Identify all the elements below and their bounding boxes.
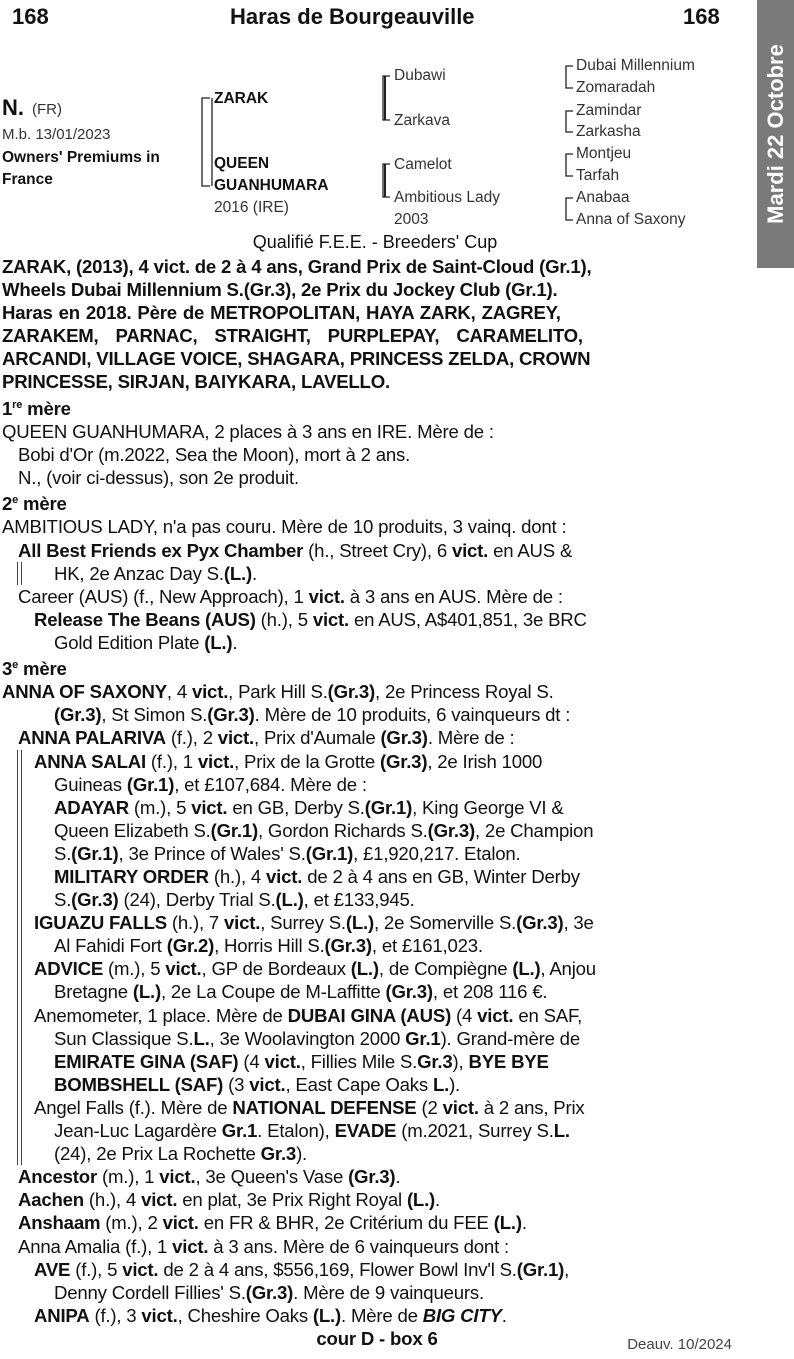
farm-title: Haras de Bourgeauville bbox=[230, 4, 475, 29]
third-dam-line-22: Ancestor (m.), 1 vict., 3e Queen's Vase (Gr.3). bbox=[18, 1166, 401, 1188]
qualification: Qualifié F.E.E. - Breeders' Cup bbox=[252, 232, 498, 252]
horse-origin: (FR) bbox=[32, 101, 62, 118]
third-dam-line-18: BOMBSHELL (SAF) (3 vict., East Cape Oaks L.). bbox=[54, 1073, 461, 1095]
third-dam-line-28: ANIPA (f.), 3 vict., Cheshire Oaks (L.). Mère de BIG CITY. bbox=[34, 1304, 507, 1326]
third-dam-line-6: ADAYAR (m.), 5 vict. en GB, Derby S.(Gr.1), King George VI & bbox=[54, 796, 564, 818]
second-dam-heading: 2e mère bbox=[2, 493, 67, 515]
sire: ZARAK bbox=[214, 90, 269, 107]
dam-dam: Ambitious Lady bbox=[394, 189, 500, 206]
sire-note-1: ZARAK, (2013), 4 vict. de 2 à 4 ans, Grand Prix de Saint-Cloud (Gr.1), bbox=[2, 256, 592, 277]
third-dam-line-11: IGUAZU FALLS (h.), 7 vict., Surrey S.(L.), 2e Somerville S.(Gr.3), 3e bbox=[34, 912, 594, 934]
dam-year: 2016 (IRE) bbox=[214, 199, 289, 216]
sss: Dubai Millennium bbox=[576, 57, 695, 74]
third-dam-line-27: Denny Cordell Fillies' S.(Gr.3). Mère de 9 vainqueurs. bbox=[54, 1281, 484, 1303]
first-dam-line-3: N., (voir ci-dessus), son 2e produit. bbox=[18, 467, 299, 489]
dam-sire: Camelot bbox=[394, 156, 452, 173]
ssd: Zomaradah bbox=[576, 79, 656, 96]
third-dam-line-3: ANNA PALARIVA (f.), 2 vict., Prix d'Aumale (Gr.3). Mère de : bbox=[18, 727, 515, 749]
third-dam-line-26: AVE (f.), 5 vict. de 2 à 4 ans, $556,169, Flower Bowl Inv'l S.(Gr.1), bbox=[34, 1258, 570, 1280]
pedigree-lines bbox=[0, 0, 794, 240]
dsd: Tarfah bbox=[576, 167, 620, 184]
second-dam-line-1: AMBITIOUS LADY, n'a pas couru. Mère de 10 produits, 3 vainq. dont : bbox=[2, 516, 567, 538]
dss: Montjeu bbox=[576, 145, 632, 162]
ddd: Anna of Saxony bbox=[576, 211, 686, 228]
horse-name: N. bbox=[2, 95, 24, 120]
second-dam-line-4: Career (AUS) (f., New Approach), 1 vict. à 3 ans en AUS. Mère de : bbox=[18, 585, 563, 607]
sire-note-6: PRINCESSE, SIRJAN, BAIYKARA, LAVELLO. bbox=[2, 371, 390, 393]
sds: Zamindar bbox=[576, 102, 642, 119]
palariva-block bbox=[2, 750, 752, 1166]
sire-note-3: Haras en 2018. Père de METROPOLITAN, HAYA ZARK, ZAGREY, bbox=[2, 302, 561, 324]
third-dam-line-9: MILITARY ORDER (h.), 4 vict. de 2 à 4 ans en GB, Winter Derby bbox=[54, 866, 580, 887]
third-dam-line-7: Queen Elizabeth S.(Gr.1), Gordon Richards S.(Gr.3), 2e Champion bbox=[54, 819, 594, 841]
bracket-gen1 bbox=[202, 98, 210, 186]
dam-line-1: QUEEN bbox=[214, 155, 270, 172]
dds: Anabaa bbox=[576, 189, 630, 206]
third-dam-line-23: Aachen (h.), 4 vict. en plat, 3e Prix Right Royal (L.). bbox=[18, 1189, 441, 1211]
third-dam-line-25: Anna Amalia (f.), 1 vict. à 3 ans. Mère de 6 vainqueurs dont : bbox=[18, 1235, 509, 1257]
third-dam-line-4: ANNA SALAI (f.), 1 vict., Prix de la Grotte (Gr.3), 2e Irish 1000 bbox=[34, 750, 543, 772]
third-dam-line-1: ANNA OF SAXONY, 4 vict., Park Hill S.(Gr.3), 2e Princess Royal S. bbox=[2, 681, 554, 703]
third-dam-line-19: Angel Falls (f.). Mère de NATIONAL DEFENSE (2 vict. à 2 ans, Prix bbox=[34, 1096, 585, 1118]
sire-note-2: Wheels Dubai Millennium S.(Gr.3), 2e Prix du Jockey Club (Gr.1). bbox=[2, 279, 558, 301]
third-dam-line-21: (24), 2e Prix La Rochette Gr.3). bbox=[54, 1143, 308, 1165]
first-dam-line-1: QUEEN GUANHUMARA, 2 places à 3 ans en IRE. Mère de : bbox=[2, 420, 494, 442]
third-dam-line-13: ADVICE (m.), 5 vict., GP de Bordeaux (L.), de Compiègne (L.), Anjou bbox=[34, 958, 596, 980]
sire-note-5: ARCANDI, VILLAGE VOICE, SHAGARA, PRINCESS ZELDA, CROWN bbox=[2, 348, 591, 370]
footer: Deauv. 10/2024 bbox=[627, 1336, 732, 1353]
third-dam-line-16: Sun Classique S.L., 3e Woolavington 2000 Gr.1). Grand-mère de bbox=[54, 1027, 580, 1049]
third-dam-line-2: (Gr.3), St Simon S.(Gr.3). Mère de 10 produits, 6 vainqueurs dt : bbox=[54, 704, 571, 726]
first-dam-heading: 1re mère bbox=[2, 397, 71, 419]
sdd: Zarkasha bbox=[576, 123, 641, 140]
third-dam-line-17: EMIRATE GINA (SAF) (4 vict., Fillies Mile S.Gr.3), BYE BYE bbox=[54, 1050, 549, 1072]
premium-line-2: France bbox=[2, 171, 53, 188]
sire-dam: Zarkava bbox=[394, 112, 450, 129]
third-dam-line-20: Jean-Luc Lagardère Gr.1. Etalon), EVADE (m.2021, Surrey S.L. bbox=[54, 1120, 570, 1142]
second-dam-line-6: Gold Edition Plate (L.). bbox=[54, 631, 238, 653]
third-dam-line-12: Al Fahidi Fort (Gr.2), Horris Hill S.(Gr.3), et £161,023. bbox=[54, 935, 483, 957]
catalogue-body bbox=[2, 255, 752, 1350]
sire-sire: Dubawi bbox=[394, 67, 446, 84]
second-dam-line-5: Release The Beans (AUS) (h.), 5 vict. en AUS, A$401,851, 3e BRC bbox=[34, 608, 587, 630]
location: cour D - box 6 bbox=[316, 1327, 438, 1349]
third-dam-line-10: S.(Gr.3) (24), Derby Trial S.(L.), et £133,945. bbox=[54, 889, 415, 911]
third-dam-line-8: S.(Gr.1), 3e Prince of Wales' S.(Gr.1), £1,920,217. Etalon. bbox=[54, 842, 521, 864]
second-dam-line-3: HK, 2e Anzac Day S.(L.). bbox=[2, 562, 752, 585]
date-tab-label: Mardi 22 Octobre bbox=[762, 44, 788, 224]
dam-line-2: GUANHUMARA bbox=[214, 177, 329, 194]
first-dam-line-2: Bobi d'Or (m.2022, Sea the Moon), mort à 2 ans. bbox=[18, 443, 411, 465]
premium-line-1: Owners' Premiums in bbox=[2, 149, 160, 166]
horse-birth: M.b. 13/01/2023 bbox=[2, 126, 111, 143]
lot-number-left: 168 bbox=[12, 4, 49, 29]
second-dam-line-2: All Best Friends ex Pyx Chamber (h., Street Cry), 6 vict. en AUS & bbox=[18, 539, 573, 561]
third-dam-line-14: Bretagne (L.), 2e La Coupe de M-Laffitte (Gr.3), et 208 116 €. bbox=[54, 981, 548, 1003]
third-dam-line-15: Anemometer, 1 place. Mère de DUBAI GINA (AUS) (4 vict. en SAF, bbox=[34, 1004, 583, 1026]
third-dam-line-5: Guineas (Gr.1), et £107,684. Mère de : bbox=[54, 773, 367, 795]
sire-note-4: ZARAKEM, PARNAC, STRAIGHT, PURPLEPAY, CARAMELITO, bbox=[2, 325, 583, 347]
third-dam-line-24: Anshaam (m.), 2 vict. en FR & BHR, 2e Critérium du FEE (L.). bbox=[18, 1212, 527, 1234]
lot-number-right: 168 bbox=[683, 4, 720, 29]
third-dam-heading: 3e mère bbox=[2, 658, 67, 680]
dam-dam-year: 2003 bbox=[394, 211, 429, 228]
